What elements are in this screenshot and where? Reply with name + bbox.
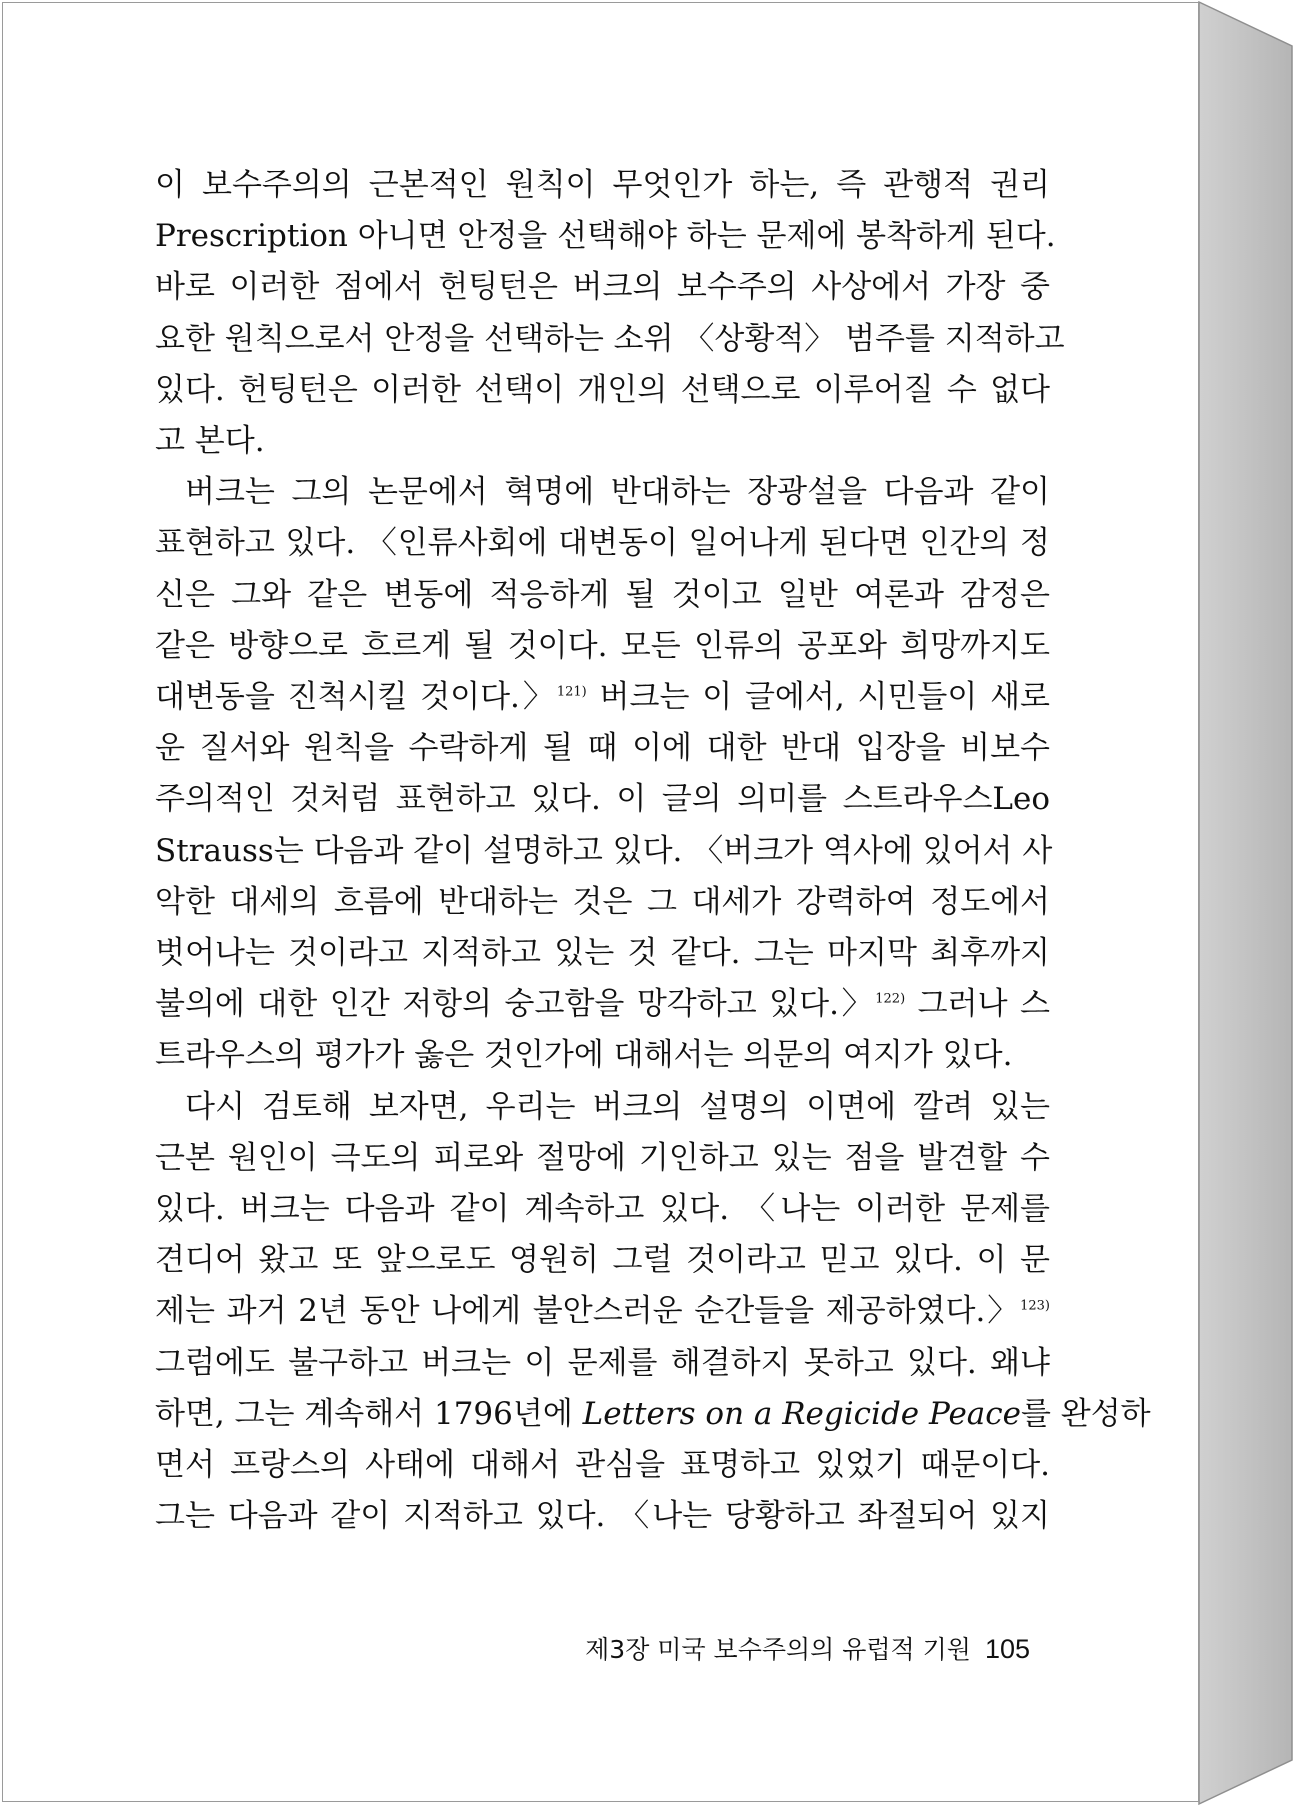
text-line: 트라우스의 평가가 옳은 것인가에 대해서는 의문의 여지가 있다. [155, 1037, 1013, 1074]
text-line: 신은 그와 같은 변동에 적응하게 될 것이고 일반 여론과 감정은 [155, 576, 1050, 613]
text-line [155, 1389, 1151, 1440]
text-line: 면서 프랑스의 사태에 대해서 관심을 표명하고 있었기 때문이다. [155, 1447, 1050, 1484]
text-line: 이 보수주의의 근본적인 원칙이 무엇인가 하는, 즉 관행적 권리 [155, 167, 1050, 203]
text-line: Strauss는 다음과 같이 설명하고 있다. 〈버크가 역사에 있어서 사 [155, 832, 1053, 869]
text-line [155, 979, 1050, 1030]
text-line: 같은 방향으로 흐르게 될 것이다. 모든 인류의 공포와 희망까지도 [155, 627, 1050, 664]
paragraph-1 [155, 160, 1065, 467]
page-number: 105 [984, 1634, 1030, 1664]
text-segment: 불의에 대한 인간 저항의 숭고함을 망각하고 있다.〉 [155, 986, 876, 1023]
text-line: 다시 검토해 보자면, 우리는 버크의 설명의 이면에 깔려 있는 [185, 1088, 1050, 1125]
paragraph-3 [155, 1082, 1151, 1543]
running-footer [560, 1630, 1030, 1666]
text-line: Prescription 아니면 안정을 선택해야 하는 문제에 봉착하게 된다. [155, 218, 1056, 255]
text-line: 있다. 헌팅턴은 이러한 선택이 개인의 선택으로 이루어질 수 없다 [155, 371, 1050, 408]
text-line: 바로 이러한 점에서 헌팅턴은 버크의 보수주의 사상에서 가장 중 [155, 269, 1050, 306]
text-line: 벗어나는 것이라고 지적하고 있는 것 같다. 그는 마지막 최후까지 [155, 935, 1050, 972]
text-segment: 버크는 이 글에서, 시민들이 새로 [586, 679, 1050, 716]
text-segment: 대변동을 진척시킬 것이다.〉 [155, 679, 557, 716]
text-line: 운 질서와 원칙을 수락하게 될 때 이에 대한 반대 입장을 비보수 [155, 730, 1050, 767]
text-line [155, 672, 1050, 723]
text-segment: 제는 과거 2년 동안 나에게 불안스러운 순간들을 제공하였다.〉 [155, 1293, 1021, 1330]
text-line: 있다. 버크는 다음과 같이 계속하고 있다. 〈나는 이러한 문제를 [155, 1191, 1050, 1228]
chapter-title: 제3장 미국 보수주의의 유럽적 기원 [585, 1635, 971, 1664]
text-line: 버크는 그의 논문에서 혁명에 반대하는 장광설을 다음과 같이 [185, 474, 1050, 511]
footnote-ref-122: 122) [875, 991, 906, 1007]
text-line: 근본 원인이 극도의 피로와 절망에 기인하고 있는 점을 발견할 수 [155, 1139, 1050, 1176]
body-text [155, 160, 1151, 1542]
text-segment: 를 완성하 [1020, 1395, 1151, 1432]
text-line: 주의적인 것처럼 표현하고 있다. 이 글의 의미를 스트라우스Leo [155, 781, 1050, 818]
paragraph-2 [155, 467, 1053, 1081]
text-line: 그럼에도 불구하고 버크는 이 문제를 해결하지 못하고 있다. 왜냐 [155, 1344, 1050, 1381]
text-line: 요한 원칙으로서 안정을 선택하는 소위 〈상황적〉 범주를 지적하고 [155, 320, 1065, 357]
text-line: 견디어 왔고 또 앞으로도 영원히 그럴 것이라고 믿고 있다. 이 문 [155, 1242, 1050, 1279]
book-title-italic: Letters on a Regicide Peace [582, 1395, 1021, 1432]
text-line: 표현하고 있다. 〈인류사회에 대변동이 일어나게 된다면 인간의 정 [155, 525, 1050, 562]
text-segment: 하면, 그는 계속해서 1796년에 [155, 1395, 583, 1432]
footnote-ref-123: 123) [1020, 1299, 1050, 1315]
text-line [155, 1286, 1050, 1337]
text-line: 그는 다음과 같이 지적하고 있다. 〈나는 당황하고 좌절되어 있지 [155, 1498, 1050, 1535]
text-line: 악한 대세의 흐름에 반대하는 것은 그 대세가 강력하여 정도에서 [155, 883, 1050, 920]
text-line: 고 본다. [155, 423, 265, 460]
footnote-ref-121: 121) [556, 684, 587, 700]
text-segment: 그러나 스 [905, 986, 1050, 1023]
